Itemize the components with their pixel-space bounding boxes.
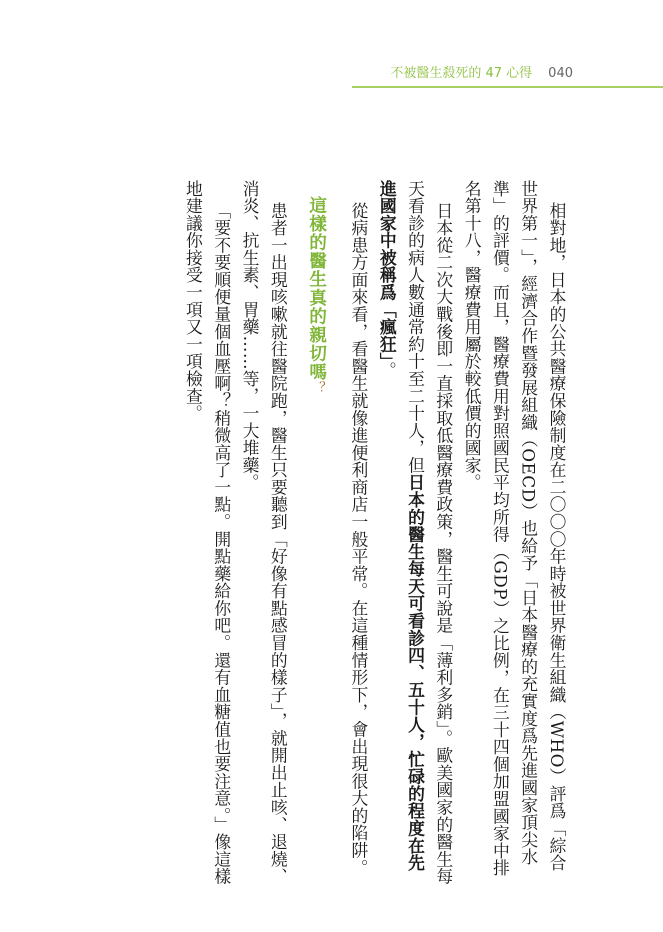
paragraph-blood-pressure: 「要不要順便量個血壓啊？稍微高了一點。開點藥給你吧。還有血糖值也要注意。」像這樣地建議你接受一項又一項檢查。	[183, 180, 232, 886]
paragraph-convenience-store: 從病患方面來看，看醫生就像進便利商店一般平常。在這種情形下，會出現很大的陷阱。	[348, 201, 369, 877]
book-title: 不被醫生殺死的 47 心得	[390, 66, 533, 81]
page-number: 040	[548, 66, 573, 81]
subheading-text: 這樣的醫生真的親切嗎	[306, 196, 327, 381]
header-rule	[352, 86, 663, 88]
paragraph-cough-medicine: 患者一出現咳嗽就往醫院跑，醫生只要聽到「好像有點感冒的樣子」，就開出止咳、退燒、消炎、抗生素、胃藥……等，一大堆藥。	[240, 180, 289, 886]
running-header	[390, 62, 573, 81]
emphasis-crazy-busy: 日本的醫生每天可看診四、五十人，忙碌的程度在先進國家中被稱爲「瘋狂」	[377, 180, 426, 872]
paragraph-low-fee-end: 。	[377, 361, 398, 380]
section-subheading	[302, 180, 330, 886]
subheading-question-mark: ？	[309, 381, 325, 395]
body-text	[179, 180, 571, 886]
paragraph-low-fee-policy	[373, 180, 458, 886]
paragraph-oecd-ranking: 相對地，日本的公共醫療保險制度在二〇〇〇年時被世界衛生組織（WHO）評爲「綜合世界第一」，經濟合作暨發展組織（OECD）也給予「日本醫療的充實度爲先進國家頂尖水準」的評價。而且，醫療費用對照國民平均所得（GDP）之比例，在三十四個加盟國家中排名第十八，醫療費用屬於較低價的國家。	[462, 180, 567, 877]
paragraph-low-fee-text: 日本從二次大戰後即一直採取低醫療費政策，醫生可說是「薄利多銷」。歐美國家的醫生每天看診的病人數通常約十至二十人，但	[405, 180, 454, 886]
